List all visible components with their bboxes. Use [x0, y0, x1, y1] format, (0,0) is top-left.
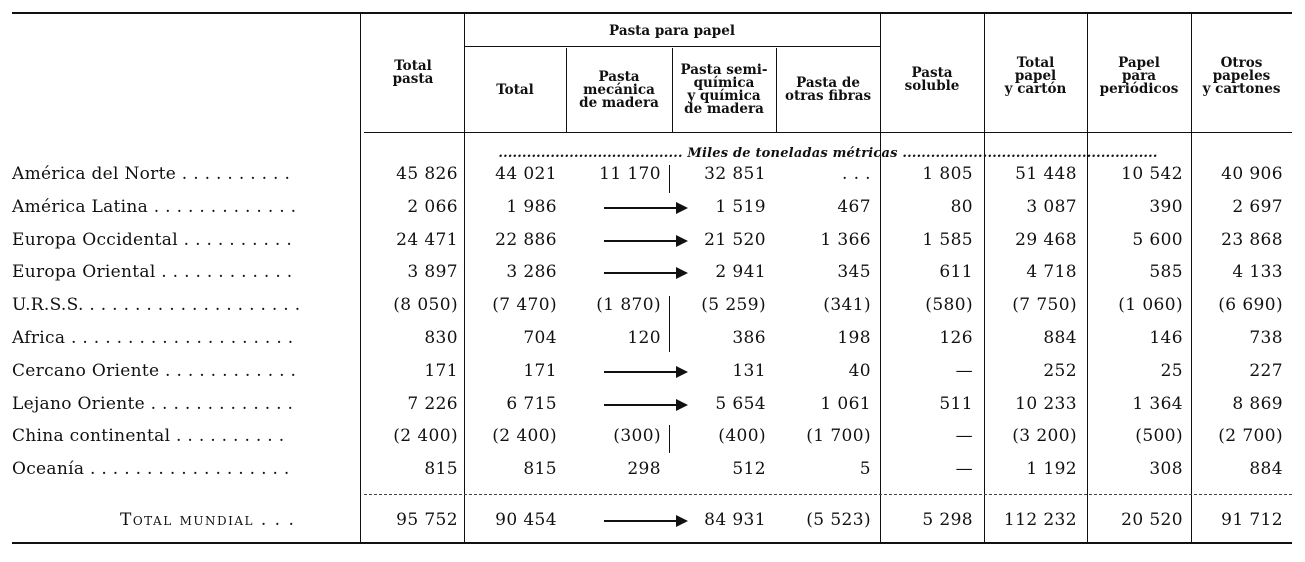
header-total: Total	[496, 81, 534, 98]
cell-total-pasta: (2 400)	[393, 426, 458, 446]
cell-total: 1 986	[506, 197, 557, 217]
header-pasta-soluble: Pasta soluble	[904, 65, 960, 94]
cell-periodicos: 25	[1160, 361, 1183, 381]
cell-periodicos: 585	[1149, 262, 1183, 282]
cell-semiquimica: 5 654	[715, 394, 766, 414]
cell-total-pasta: 7 226	[407, 394, 458, 414]
cell-soluble: 511	[939, 394, 973, 414]
cell-mecanica: 120	[627, 328, 661, 348]
total-cell-otros: 91 712	[1221, 510, 1283, 530]
cell-otras-fibras: (341)	[823, 295, 871, 315]
cell-total: 3 286	[506, 262, 557, 282]
cell-total-papel: (3 200)	[1012, 426, 1077, 446]
cell-otros: 738	[1249, 328, 1283, 348]
split-line-urss-africa	[669, 296, 670, 352]
cell-mecanica: (300)	[613, 426, 661, 446]
cell-soluble: 1 805	[922, 164, 973, 184]
cell-periodicos: 146	[1149, 328, 1183, 348]
header-papel-periodicos: Papel para periódicos	[1099, 54, 1179, 97]
cell-otros: 8 869	[1232, 394, 1283, 414]
total-row-label: Total mundial . . .	[120, 510, 296, 530]
total-cell-total: 90 454	[495, 510, 557, 530]
total-cell-total-papel: 112 232	[1003, 510, 1077, 530]
total-row-arrow-icon	[604, 514, 688, 528]
cell-otros: 2 697	[1232, 197, 1283, 217]
cell-periodicos: 390	[1149, 197, 1183, 217]
header-pasta-otras-fibras: Pasta de otras fibras	[784, 75, 872, 104]
cell-soluble: —	[955, 361, 973, 381]
cell-semiquimica: 32 851	[704, 164, 766, 184]
cell-semiquimica: 2 941	[715, 262, 766, 282]
cell-otras-fibras: 40	[848, 361, 871, 381]
cell-mecanica: 298	[627, 459, 661, 479]
cell-otras-fibras: 345	[837, 262, 871, 282]
total-cell-periodicos: 20 520	[1121, 510, 1183, 530]
row-label: Lejano Oriente . . . . . . . . . . . . .	[12, 394, 294, 414]
top-rule	[12, 12, 1292, 14]
cell-total-pasta: 830	[424, 328, 458, 348]
bottom-rule	[12, 542, 1292, 544]
cell-mecanica: 11 170	[599, 164, 661, 184]
units-row: ....................................... Miles de toneladas métricas ......................................................	[498, 146, 1158, 161]
cell-total: (2 400)	[492, 426, 557, 446]
header-pasta-semiquimica: Pasta semi- química y química de madera	[680, 62, 768, 117]
total-separator	[364, 494, 1292, 495]
cell-periodicos: 10 542	[1121, 164, 1183, 184]
cell-semiquimica: 21 520	[704, 230, 766, 250]
header-otros-papeles: Otros papeles y cartones	[1202, 54, 1281, 97]
total-cell-semiquimica: 84 931	[704, 510, 766, 530]
cell-total-papel: 1 192	[1026, 459, 1077, 479]
cell-otras-fibras: 198	[837, 328, 871, 348]
cell-semiquimica: (5 259)	[701, 295, 766, 315]
cell-otras-fibras: . . .	[841, 164, 871, 184]
cell-total-papel: 10 233	[1015, 394, 1077, 414]
cell-periodicos: (1 060)	[1118, 295, 1183, 315]
cell-otros: 40 906	[1221, 164, 1283, 184]
cell-semiquimica: (400)	[718, 426, 766, 446]
row-arrow-icon	[604, 234, 688, 248]
split-line-north-america	[669, 165, 670, 193]
cell-otros: 23 868	[1221, 230, 1283, 250]
row-label: Africa . . . . . . . . . . . . . . . . . . . .	[12, 328, 294, 348]
cell-semiquimica: 131	[732, 361, 766, 381]
cell-soluble: 611	[939, 262, 973, 282]
cell-soluble: 1 585	[922, 230, 973, 250]
cell-soluble: 80	[950, 197, 973, 217]
cell-total-pasta: 815	[424, 459, 458, 479]
row-arrow-icon	[604, 365, 688, 379]
total-cell-total-pasta: 95 752	[396, 510, 458, 530]
cell-total-papel: 29 468	[1015, 230, 1077, 250]
row-label: China continental . . . . . . . . . .	[12, 426, 285, 446]
cell-otras-fibras: 1 061	[820, 394, 871, 414]
cell-total-pasta: 45 826	[396, 164, 458, 184]
cell-total-pasta: (8 050)	[393, 295, 458, 315]
row-label: América del Norte . . . . . . . . . .	[12, 164, 291, 184]
cell-total: 815	[523, 459, 557, 479]
row-label: U.R.S.S. . . . . . . . . . . . . . . . . . . .	[12, 295, 301, 315]
cell-total-pasta: 24 471	[396, 230, 458, 250]
row-arrow-icon	[604, 201, 688, 215]
cell-semiquimica: 512	[732, 459, 766, 479]
cell-total-pasta: 171	[424, 361, 458, 381]
cell-total: 704	[523, 328, 557, 348]
cell-total: (7 470)	[492, 295, 557, 315]
cell-mecanica: (1 870)	[596, 295, 661, 315]
cell-periodicos: 5 600	[1132, 230, 1183, 250]
cell-otros: 884	[1249, 459, 1283, 479]
row-arrow-icon	[604, 398, 688, 412]
cell-otros: 227	[1249, 361, 1283, 381]
header-total-pasta: Total pasta	[392, 58, 434, 87]
cell-soluble: (580)	[925, 295, 973, 315]
cell-periodicos: 308	[1149, 459, 1183, 479]
cell-total-papel: 884	[1043, 328, 1077, 348]
cell-total-papel: 252	[1043, 361, 1077, 381]
cell-otros: 4 133	[1232, 262, 1283, 282]
cell-otros: (2 700)	[1218, 426, 1283, 446]
cell-total-papel: 51 448	[1015, 164, 1077, 184]
split-line-china	[669, 425, 670, 453]
cell-otros: (6 690)	[1218, 295, 1283, 315]
cell-otras-fibras: 1 366	[820, 230, 871, 250]
cell-total: 6 715	[506, 394, 557, 414]
cell-soluble: —	[955, 459, 973, 479]
header-bottom-rule	[364, 132, 1292, 133]
cell-semiquimica: 386	[732, 328, 766, 348]
cell-soluble: —	[955, 426, 973, 446]
row-label: Oceanía . . . . . . . . . . . . . . . . . .	[12, 459, 290, 479]
cell-total: 44 021	[495, 164, 557, 184]
cell-soluble: 126	[939, 328, 973, 348]
cell-total-pasta: 2 066	[407, 197, 458, 217]
row-label: América Latina . . . . . . . . . . . . .	[12, 197, 297, 217]
cell-total-papel: (7 750)	[1012, 295, 1077, 315]
cell-total: 171	[523, 361, 557, 381]
cell-total-papel: 3 087	[1026, 197, 1077, 217]
row-label: Cercano Oriente . . . . . . . . . . . .	[12, 361, 297, 381]
cell-semiquimica: 1 519	[715, 197, 766, 217]
cell-total-pasta: 3 897	[407, 262, 458, 282]
pasta-para-papel-underline	[464, 46, 880, 47]
cell-total-papel: 4 718	[1026, 262, 1077, 282]
row-arrow-icon	[604, 266, 688, 280]
row-label: Europa Occidental . . . . . . . . . .	[12, 230, 293, 250]
cell-periodicos: 1 364	[1132, 394, 1183, 414]
header-pasta-mecanica: Pasta mecánica de madera	[579, 68, 659, 111]
total-cell-soluble: 5 298	[922, 510, 973, 530]
cell-total: 22 886	[495, 230, 557, 250]
cell-otras-fibras: 467	[837, 197, 871, 217]
total-cell-otras-fibras: (5 523)	[806, 510, 871, 530]
header-total-papel: Total papel y cartón	[1004, 54, 1067, 97]
row-label: Europa Oriental . . . . . . . . . . . .	[12, 262, 293, 282]
header-pasta-para-papel: Pasta para papel	[609, 22, 735, 39]
col-sep-1	[360, 14, 361, 542]
cell-otras-fibras: 5	[859, 459, 871, 479]
cell-otras-fibras: (1 700)	[806, 426, 871, 446]
cell-periodicos: (500)	[1135, 426, 1183, 446]
